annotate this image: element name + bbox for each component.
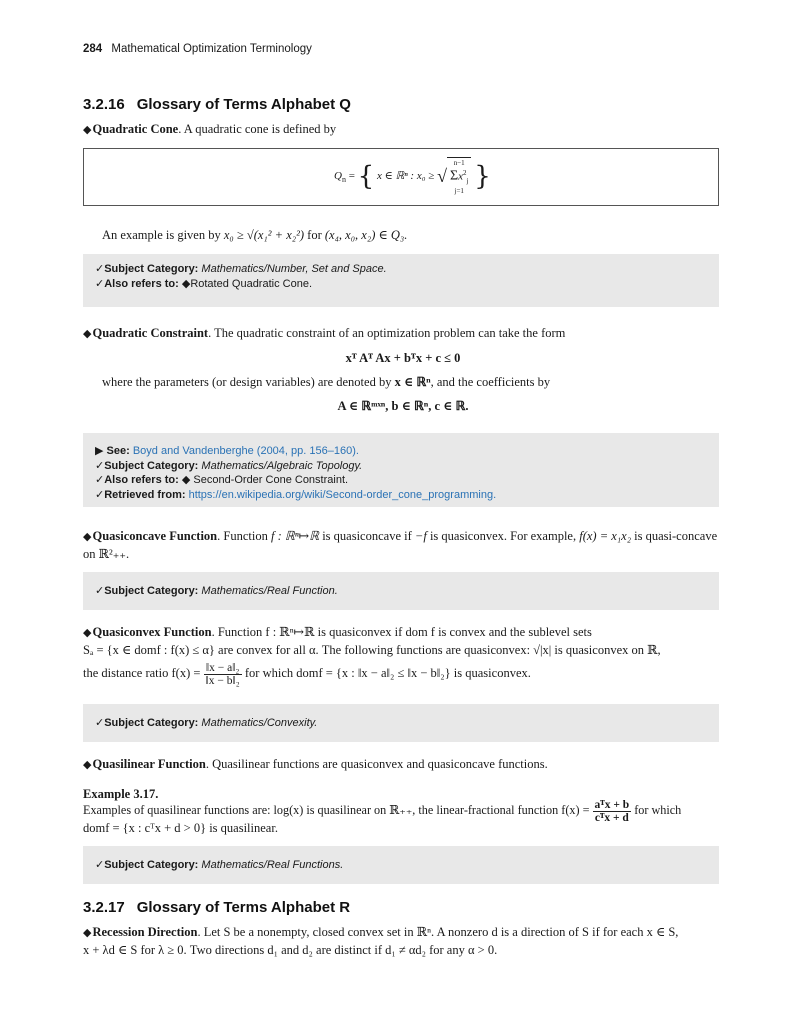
definition: . Quasilinear functions are quasiconvex and quasiconcave functions. — [205, 757, 548, 771]
subject-label: ✓Subject Category: — [95, 717, 199, 729]
line-1: . Function f : ℝⁿ↦ℝ is quasiconvex if dom f is convex and the sublevel sets — [211, 625, 592, 639]
text-1: . Function — [217, 529, 268, 543]
recession-line-2: x + λd ∈ S for λ ≥ 0. Two directions d₁ and d₂ are distinct if d₁ ≠ αd₂ for any α > 0. — [83, 943, 498, 957]
formula-sub: n — [341, 175, 346, 185]
term: Quasiconcave Function — [92, 529, 218, 543]
example-title: Example 3.17. — [83, 787, 159, 801]
example-text: An example is given by — [102, 228, 221, 242]
entry-quasiconvex — [83, 624, 723, 642]
section-heading-q — [83, 96, 351, 113]
entry-quasiconcave — [83, 528, 723, 563]
running-header — [83, 43, 312, 55]
formula-box — [83, 148, 719, 206]
where-math: x ∈ ℝⁿ — [394, 375, 431, 389]
cone-example — [102, 227, 722, 244]
diamond-icon: ◆ — [83, 927, 92, 939]
refers-value[interactable]: ◆Rotated Quadratic Cone. — [181, 277, 313, 290]
subject-value: Mathematics/Real Function. — [201, 585, 338, 597]
info-box-quasiconcave — [83, 572, 719, 610]
math-3: f(x) = x₁x₂ — [579, 529, 632, 543]
diamond-icon: ◆ — [83, 328, 92, 340]
see-label: ▶ See: — [95, 445, 130, 457]
info-box-quadratic-cone — [83, 254, 719, 307]
entry-quadratic-cone — [83, 121, 723, 139]
example-line-1-text: Examples of quasilinear functions are: log(x) is quasilinear on ℝ₊₊, the linear-fractional function f(x) = — [83, 803, 590, 817]
text-3: is quasiconvex. For example, — [429, 529, 577, 543]
info-box-quasilinear — [83, 846, 719, 884]
formula-lhs: Q — [334, 169, 342, 182]
retrieved-label: ✓Retrieved from: — [95, 488, 186, 501]
term: Quadratic Constraint — [92, 326, 209, 340]
diamond-icon: ◆ — [83, 759, 92, 771]
frac-numerator: ‖x − a‖₂ — [204, 662, 242, 675]
where-text: where the parameters (or design variables) are denoted by — [102, 375, 392, 389]
text-2: is quasiconcave if — [322, 529, 412, 543]
refers-value[interactable]: ◆ Second-Order Cone Constraint. — [181, 474, 349, 486]
example-tail: (x₄, x₀, x₂) ∈ Q₃. — [324, 228, 408, 242]
running-title: Mathematical Optimization Terminology — [111, 43, 312, 55]
diamond-icon: ◆ — [83, 627, 92, 639]
example-line-2: domf = {x : cᵀx + d > 0} is quasilinear. — [83, 821, 278, 835]
formula-set: x ∈ ℝⁿ : x₀ ≥ — [376, 169, 435, 182]
quasiconvex-line-2: Sₐ = {x ∈ domf : f(x) ≤ α} are convex for all α. The following functions are quasiconvex: √|x| is quasiconvex on ℝ, — [83, 643, 661, 657]
example-line-1-post: for which — [634, 803, 682, 817]
coefficient-formula: A ∈ ℝᵐˣⁿ, b ∈ ℝⁿ, c ∈ ℝ. — [337, 399, 469, 413]
section-heading-r — [83, 899, 350, 916]
frac-denominator: cᵀx + d — [594, 811, 629, 824]
section-number: 3.2.17 — [83, 899, 125, 916]
subject-value: Mathematics/Real Functions. — [201, 859, 344, 871]
subject-label: ✓Subject Category: — [95, 585, 199, 597]
line-3-pre: the distance ratio f(x) = — [83, 666, 201, 680]
subject-value: Mathematics/Number, Set and Space. — [201, 263, 387, 275]
example-for: for — [307, 228, 322, 242]
cone-formula: $Q_n$ = { x ∈ ℝⁿ : x₀ ≥ √ n−1 $\Sigma x^2_j$ j=1 } — [334, 159, 491, 195]
frac-denominator: ‖x − b‖₂ — [205, 674, 240, 687]
constraint-formula: xᵀ Aᵀ Ax + bᵀx + c ≤ 0 — [345, 351, 461, 365]
diamond-icon: ◆ — [83, 124, 92, 136]
entry-quadratic-constraint — [83, 325, 723, 343]
entry-recession-direction — [83, 924, 723, 942]
quasiconvex-line-3 — [83, 660, 723, 687]
section-number: 3.2.16 — [83, 96, 125, 113]
section-title: Glossary of Terms Alphabet Q — [136, 96, 351, 113]
sum-lower-limit: j=1 — [454, 186, 464, 195]
math-2: −f — [414, 529, 427, 543]
retrieved-link[interactable]: https://en.wikipedia.org/wiki/Second-order_cone_programming. — [188, 488, 497, 501]
line-3-post: for which domf = {x : ‖x − a‖₂ ≤ ‖x − b‖₂} is quasiconvex. — [244, 666, 531, 680]
refers-label: ✓Also refers to: — [95, 277, 179, 290]
term: Quadratic Cone — [92, 122, 179, 136]
distance-ratio-fraction — [204, 662, 242, 687]
where-post: , and the coefficients by — [430, 375, 551, 389]
constraint-where — [102, 374, 722, 391]
diamond-icon: ◆ — [83, 531, 92, 543]
page-number: 284 — [83, 43, 103, 55]
entry-quasilinear — [83, 756, 723, 774]
math-1: f : ℝⁿ↦ℝ — [270, 529, 320, 543]
term: Recession Direction — [92, 925, 198, 939]
example-math: x₀ ≥ √(x₁² + x₂²) — [223, 228, 305, 242]
subject-label: ✓Subject Category: — [95, 263, 199, 275]
frac-numerator: aᵀx + b — [594, 798, 630, 811]
subject-value: Mathematics/Algebraic Topology. — [201, 459, 363, 472]
definition: . The quadratic constraint of an optimization problem can take the form — [208, 326, 566, 340]
term: Quasilinear Function — [92, 757, 206, 771]
see-link[interactable]: Boyd and Vandenberghe (2004, pp. 156–160). — [132, 445, 359, 457]
math-4: ℝ²₊₊. — [98, 547, 130, 561]
sum-upper-limit: n−1 — [453, 159, 465, 167]
term: Quasiconvex Function — [92, 625, 212, 639]
info-box-quasiconvex — [83, 704, 719, 742]
subject-value: Mathematics/Convexity. — [201, 717, 318, 729]
text-4: is quasi-concave on — [83, 529, 718, 561]
sum-term: x — [458, 170, 464, 183]
subject-label: ✓Subject Category: — [95, 459, 199, 472]
definition: . A quadratic cone is defined by — [178, 122, 337, 136]
refers-label: ✓Also refers to: — [95, 474, 179, 486]
section-title: Glossary of Terms Alphabet R — [136, 899, 351, 916]
line-1: . Let S be a nonempty, closed convex set in ℝⁿ. A nonzero d is a direction of S if for each x ∈ S, — [197, 925, 679, 939]
info-box-quadratic-constraint — [83, 433, 719, 507]
subject-label: ✓Subject Category: — [95, 859, 199, 871]
